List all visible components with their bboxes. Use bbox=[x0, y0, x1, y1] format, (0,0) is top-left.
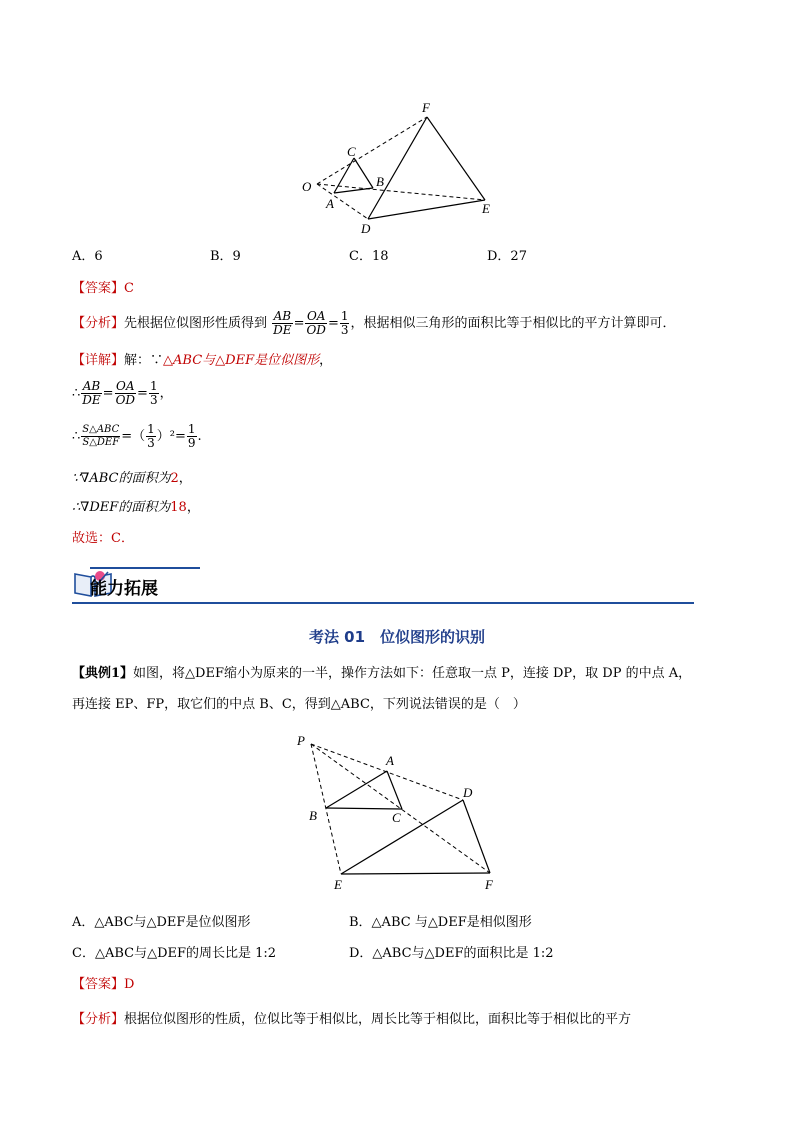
fraction-1-9: $\frac{1}{9}$ bbox=[187, 422, 196, 450]
example-tag: 【典例1】 bbox=[72, 666, 134, 681]
q1-option-c: C．18 bbox=[349, 249, 389, 264]
q1-option-a: A．6 bbox=[72, 249, 103, 264]
comma: ， bbox=[159, 386, 173, 401]
paren-close-squared: ）²= bbox=[156, 429, 186, 444]
q2-option-c: C．△ABC与△DEF的周长比是 1:2 bbox=[72, 946, 277, 961]
figure-2-homothety bbox=[290, 728, 510, 898]
label-D: D bbox=[463, 785, 473, 800]
label-C: C bbox=[347, 144, 356, 159]
equals-sign: = bbox=[137, 386, 148, 401]
analysis-text: 根据位似图形的性质，位似比等于相似比，周长比等于相似比，面积比等于相似比的平方 bbox=[124, 1012, 632, 1027]
analysis-tag: 【分析】 bbox=[72, 1012, 125, 1027]
detail-area-abc: ∵∇ABC的面积为 bbox=[72, 471, 171, 486]
label-F: F bbox=[422, 100, 430, 115]
answer-value: C bbox=[124, 281, 134, 296]
analysis-post: ，根据相似三角形的面积比等于相似比的平方计算即可． bbox=[350, 316, 676, 331]
comma: ， bbox=[178, 471, 192, 486]
detail-tag: 【详解】 bbox=[72, 353, 125, 368]
detail-area-def-value: 18 bbox=[170, 500, 187, 515]
paren-open: =（ bbox=[121, 429, 146, 444]
detail-area-def: ∴∇DEF的面积为 bbox=[72, 500, 171, 515]
fraction-ab-de: $\frac{AB}{DE}$ bbox=[82, 379, 101, 407]
label-A: A bbox=[386, 753, 394, 768]
label-A: A bbox=[326, 196, 334, 211]
section-title: 能力拓展 bbox=[90, 579, 158, 599]
period: . bbox=[197, 429, 202, 444]
fraction-oa-od: $\frac{OA}{OD}$ bbox=[115, 379, 136, 407]
label-B: B bbox=[309, 808, 317, 823]
fraction-1-3: $\frac{1}{3}$ bbox=[340, 309, 349, 337]
fraction-area-ratio: $\frac{\text{S△ABC}}{\text{S△DEF}}$ bbox=[82, 424, 120, 448]
q2-option-a: A．△ABC与△DEF是位似图形 bbox=[72, 915, 251, 930]
kaofa-heading: 考法 01 位似图形的识别 bbox=[308, 628, 486, 646]
example-line-1 bbox=[72, 665, 691, 683]
label-D: D bbox=[361, 221, 371, 236]
q2-option-b: B．△ABC 与△DEF是相似图形 bbox=[349, 915, 532, 930]
equals-sign: = bbox=[327, 316, 339, 331]
q1-option-b: B．9 bbox=[210, 249, 241, 264]
detail-1-line-1 bbox=[72, 352, 332, 370]
comma: ， bbox=[186, 500, 200, 515]
label-E: E bbox=[334, 877, 342, 892]
analysis-pre: 先根据位似图形性质得到 bbox=[124, 316, 268, 331]
label-B: B bbox=[376, 174, 384, 189]
example-line-2: 再连接 EP、FP，取它们的中点 B、C，得到△ABC，下列说法错误的是（ ） bbox=[72, 697, 526, 712]
fraction-oa-od: $\frac{OA}{OD}$ bbox=[306, 309, 326, 337]
equals-sign: = bbox=[102, 386, 114, 401]
answer-2 bbox=[72, 976, 134, 994]
analysis-tag: 【分析】 bbox=[72, 316, 125, 331]
detail-1-line-5 bbox=[72, 499, 200, 517]
label-O: O bbox=[302, 179, 312, 194]
fraction-1-3: $\frac{1}{3}$ bbox=[147, 422, 155, 450]
fraction-1-3: $\frac{1}{3}$ bbox=[149, 379, 158, 407]
detail-1-line-2 bbox=[72, 377, 173, 411]
therefore-symbol: ∴ bbox=[72, 429, 81, 444]
detail-area-abc-value: 2 bbox=[170, 471, 179, 486]
answer-tag: 【答案】 bbox=[72, 977, 125, 992]
detail-intro-red: △ABC与△DEF是位似图形 bbox=[163, 353, 320, 368]
analysis-1 bbox=[72, 307, 676, 341]
label-C: C bbox=[392, 810, 401, 825]
detail-1-line-3 bbox=[72, 420, 202, 454]
answer-1 bbox=[72, 280, 134, 298]
label-F: F bbox=[485, 877, 493, 892]
section-top-rule bbox=[90, 567, 200, 569]
detail-intro-end: ， bbox=[319, 353, 333, 368]
q1-option-d: D．27 bbox=[487, 249, 527, 264]
label-P: P bbox=[297, 733, 305, 748]
analysis-2 bbox=[72, 1011, 631, 1029]
q2-option-d: D．△ABC与△DEF的面积比是 1:2 bbox=[349, 946, 554, 961]
fraction-ab-de: $\frac{AB}{DE}$ bbox=[273, 309, 292, 337]
example-text-1: 如图，将△DEF缩小为原来的一半，操作方法如下：任意取一点 P，连接 DP，取 DP 的中点 A， bbox=[133, 666, 692, 681]
label-E: E bbox=[482, 201, 490, 216]
figure-1-homothety bbox=[290, 98, 510, 238]
answer-tag: 【答案】 bbox=[72, 281, 125, 296]
therefore-symbol: ∴ bbox=[72, 386, 81, 401]
equals-sign: = bbox=[293, 316, 305, 331]
answer-value: D bbox=[124, 977, 135, 992]
detail-1-line-6: 故选：C． bbox=[72, 531, 134, 546]
detail-intro: 解：∵ bbox=[124, 353, 164, 368]
detail-1-line-4 bbox=[72, 470, 192, 488]
section-bottom-rule bbox=[72, 602, 694, 604]
